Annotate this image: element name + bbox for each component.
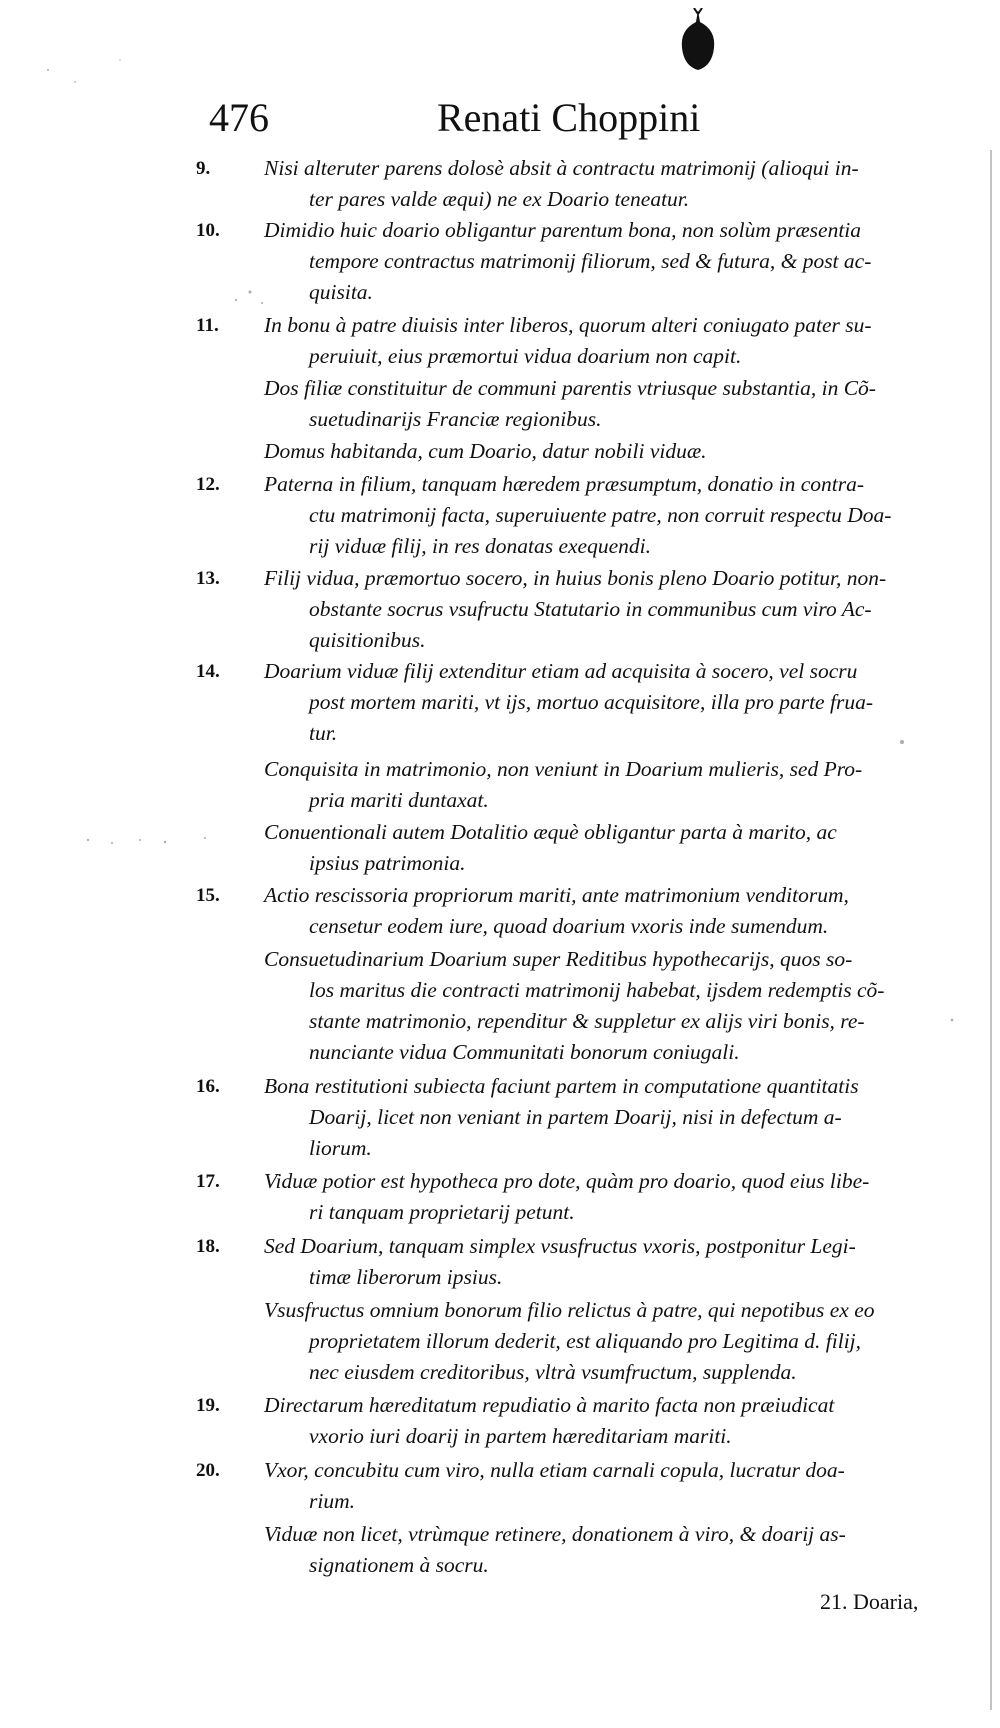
running-title: Renati Choppini [437, 95, 701, 140]
entry-line: vxorio iuri doarij in partem hæreditariam mariti. [309, 1424, 732, 1448]
entry-number: 14. [196, 661, 220, 682]
entry-line: Filij vidua, præmortuo socero, in huius bonis pleno Doario potitur, non- [264, 566, 887, 590]
entry-line: ctu matrimonij facta, superuiuente patre, non corruit respectu Doa- [309, 503, 892, 527]
entry-line: censetur eodem iure, quoad doarium vxoris inde sumendum. [309, 914, 829, 938]
entry-16 [196, 1071, 859, 1164]
entry-line: Domus habitanda, cum Doario, datur nobili viduæ. [264, 439, 707, 463]
entry-line: proprietatem illorum dederit, est aliquando pro Legitima d. filij, [309, 1329, 862, 1353]
entry-line: Conquisita in matrimonio, non veniunt in Doarium mulieris, sed Pro- [264, 757, 863, 781]
entry-line: timæ liberorum ipsius. [309, 1265, 503, 1289]
entry-line: nunciante vidua Communitati bonorum coniugali. [309, 1040, 740, 1064]
page-number: 476 [209, 95, 269, 140]
entry-line: Sed Doarium, tanquam simplex vsusfructus vxoris, postponitur Legi- [264, 1234, 856, 1258]
entry-line: Viduæ non licet, vtrùmque retinere, donationem à viro, & doarij as- [264, 1522, 846, 1546]
entry-number: 20. [196, 1460, 220, 1481]
printer-ornament-icon [676, 8, 720, 72]
entry-line: Actio rescissoria propriorum mariti, ante matrimonium venditorum, [264, 883, 849, 907]
entry-15 [196, 880, 849, 942]
subentry-domus-habitanda [264, 436, 707, 467]
entry-line: Vxor, concubitu cum viro, nulla etiam carnali copula, lucratur doa- [264, 1458, 845, 1482]
entry-line: nec eiusdem creditoribus, vltrà vsumfructum, supplenda. [309, 1360, 797, 1384]
subentry-conuentionali [264, 817, 837, 879]
page-edge-shadow [990, 150, 992, 1710]
entry-line: Doarij, licet non veniant in partem Doarij, nisi in defectum a- [309, 1105, 842, 1129]
entry-number: 16. [196, 1076, 220, 1097]
entry-line: Consuetudinarium Doarium super Reditibus hypothecarijs, quos so- [264, 947, 853, 971]
entry-18 [196, 1231, 856, 1293]
entry-line: Paterna in filium, tanquam hæredem præsumptum, donatio in contra- [264, 472, 864, 496]
entry-line: quisita. [309, 280, 373, 304]
catchword: 21. Doaria, [820, 1589, 919, 1614]
entry-line: Vsusfructus omnium bonorum filio relictus à patre, qui nepotibus ex eo [264, 1298, 875, 1322]
entry-line: Bona restitutioni subiecta faciunt partem in computatione quantitatis [264, 1074, 859, 1098]
subentry-conquisita [264, 754, 862, 816]
subentry-vsusfructus [264, 1295, 875, 1388]
entry-line: ter pares valde æqui) ne ex Doario teneatur. [309, 187, 690, 211]
entry-9 [196, 153, 859, 215]
entry-number: 10. [196, 220, 220, 241]
entry-line: Doarium viduæ filij extenditur etiam ad acquisita à socero, vel socru [264, 659, 858, 683]
entry-line: los maritus die contracti matrimonij habebat, ijsdem redemptis cõ- [309, 978, 885, 1002]
subentry-viduae-non-licet [264, 1519, 846, 1581]
entry-number: 13. [196, 568, 220, 589]
entry-line: quisitionibus. [309, 628, 426, 652]
entry-17 [196, 1166, 869, 1228]
entry-number: 11. [196, 315, 219, 336]
entry-line: post mortem mariti, vt ijs, mortuo acquisitore, illa pro parte frua- [309, 690, 873, 714]
entry-line: tempore contractus matrimonij filiorum, sed & futura, & post ac- [309, 249, 872, 273]
entry-line: liorum. [309, 1136, 372, 1160]
entry-19 [196, 1390, 834, 1452]
entry-line: obstante socrus vsufructu Statutario in communibus cum viro Ac- [309, 597, 872, 621]
entry-13 [196, 563, 886, 656]
entry-line: pria mariti duntaxat. [309, 788, 489, 812]
entry-line: Viduæ potior est hypotheca pro dote, quàm pro doario, quod eius libe- [264, 1169, 870, 1193]
entry-number: 15. [196, 885, 220, 906]
entry-line: suetudinarijs Franciæ regionibus. [309, 407, 602, 431]
entry-number: 19. [196, 1395, 220, 1416]
entry-line: signationem à socru. [309, 1553, 489, 1577]
entry-10 [196, 215, 871, 308]
entry-line: ipsius patrimonia. [309, 851, 466, 875]
entry-line: stante matrimonio, rependitur & suppletur ex alijs viri bonis, re- [309, 1009, 865, 1033]
subentry-dos-filiae [264, 373, 876, 435]
entry-line: peruiuit, eius præmortui vidua doarium non capit. [309, 344, 742, 368]
entry-line: In bonu à patre diuisis inter liberos, quorum alteri coniugato pater su- [264, 313, 872, 337]
entry-line: tur. [309, 721, 338, 745]
entry-line: Conuentionali autem Dotalitio æquè obligantur parta à marito, ac [264, 820, 837, 844]
entry-11 [196, 310, 872, 372]
entry-20 [196, 1455, 845, 1517]
entry-14 [196, 656, 873, 749]
entry-number: 9. [196, 158, 211, 179]
entry-line: rij viduæ filij, in res donatas exequendi. [309, 534, 651, 558]
entry-line: Dimidio huic doario obligantur parentum bona, non solùm præsentia [264, 218, 862, 242]
entry-line: Nisi alteruter parens dolosè absit à contractu matrimonij (alioqui in- [264, 156, 859, 180]
entry-line: Directarum hæreditatum repudiatio à marito facta non præiudicat [264, 1393, 835, 1417]
entry-number: 18. [196, 1236, 220, 1257]
entry-number: 12. [196, 474, 220, 495]
page-header [209, 93, 769, 143]
entry-line: rium. [309, 1489, 355, 1513]
entry-12 [196, 469, 891, 562]
entry-line: Dos filiæ constituitur de communi parentis vtriusque substantia, in Cõ- [264, 376, 876, 400]
entry-line: ri tanquam proprietarij petunt. [309, 1200, 575, 1224]
subentry-consuetudinarium [264, 944, 884, 1068]
entry-number: 17. [196, 1171, 220, 1192]
